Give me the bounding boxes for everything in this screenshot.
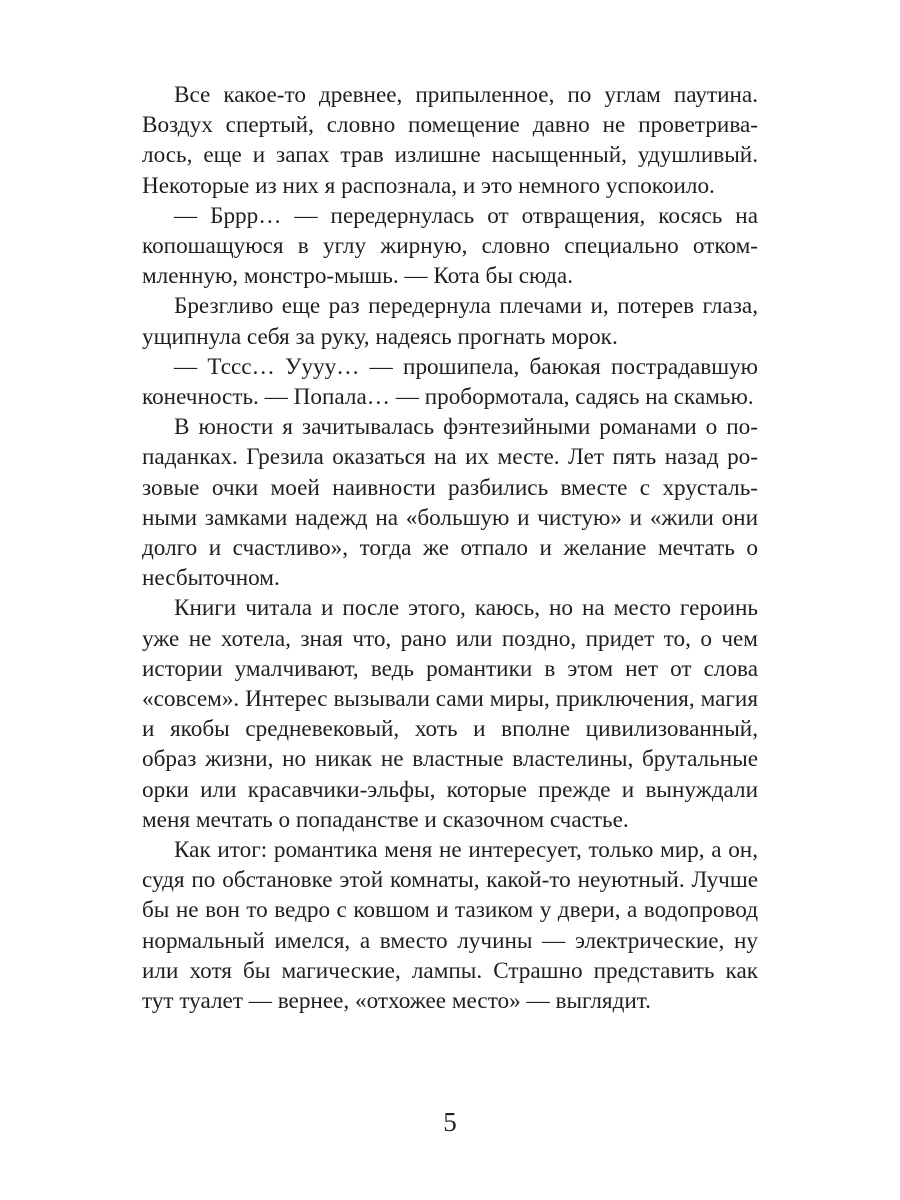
paragraph-6: Книги читала и после этого, каюсь, но на место героинь уже не хотела, зная что, рано или поздно, придет то, о чем истории умалчивают, ведь романтики в этом нет от слова «совсем». Интерес вызывали сами миры, приключения, магия и якобы средневековый, хоть и вполне цивилизованный, образ жизни, но никак не властные властелины, брутальные орки или красавчики-эльфы, которые прежде и вынуждали меня мечтать о попаданстве и сказочном счастье. — [142, 595, 758, 833]
page-number: 5 — [443, 1107, 457, 1137]
paragraph-3: Брезгливо еще раз передернула плечами и, потерев глаза, ущипнула себя за руку, надеясь прогнать морок. — [142, 293, 758, 350]
paragraph-4: — Тссс… Уууу… — прошипела, баюкая пострадавшую конечность. — Попала… — пробормотала, садясь на скамью. — [142, 353, 758, 411]
paragraph-5: В юности я зачитывалась фэнтезийными романами о попаданках. Грезила оказаться на их месте. Лет пять назад розовые очки моей наивности разбились вместе с хрустальными замками надежд на «большую и чистую» и «жили они долго и счастливо», тогда же отпало и желание мечтать о несбыточном. — [142, 414, 758, 592]
paragraph-7: Как итог: романтика меня не интересует, только мир, а он, судя по обстановке этой комнаты, какой-то неуютный. Лучше бы не вон то ведро с ковшом и тазиком у двери, а водопровод нормальный имелся, а вместо лучины — электрические, ну или хотя бы магические, лампы. Страшно представить как тут туалет — вернее, «отхожее место» — выглядит. — [142, 837, 758, 1015]
paragraph-2: — Бррр… — передернулась от отвращения, косясь на копошащуюся в углу жирную, словно специально откоммленную, монстро-мышь. — Кота бы сюда. — [142, 202, 758, 290]
page-body — [142, 80, 758, 1016]
paragraph-1: Все какое-то древнее, припыленное, по углам паутина. Воздух спертый, словно помещение давно не проветривалось, еще и запах трав излишне насыщенный, удушливый. Некоторые из них я распознала, и это немного успокоило. — [142, 82, 758, 199]
